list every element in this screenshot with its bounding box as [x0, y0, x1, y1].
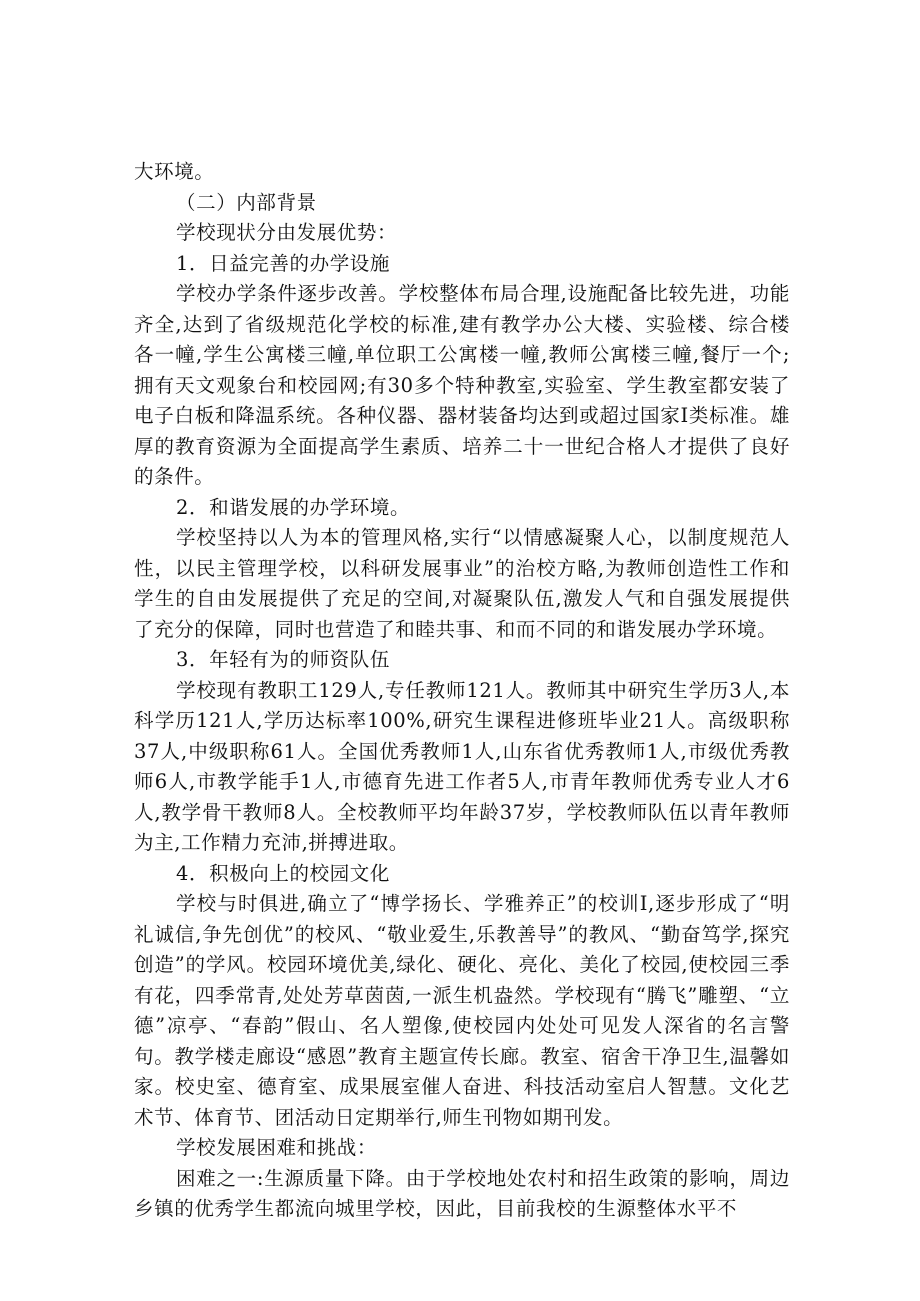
- paragraph-environment: 学校坚持以人为本的管理风格,实行“以情感凝聚人心，以制度规范人性，以民主管理学校，以科研发展事业”的治校方略,为教师创造性工作和学生的自由发展提供了充足的空间,对凝聚队伍,激发人气和自强发展提供了充分的保障，同时也营造了和睦共事、和而不同的和谐发展办学环境。: [134, 526, 790, 641]
- item-heading-teachers: 3．年轻有为的师资队伍: [176, 648, 391, 671]
- paragraph-culture: 学校与时俱进,确立了“博学扬长、学雅养正”的校训I,逐步形成了“明礼诚信,争先创优”的校风、“敬业爱生,乐教善导”的教风、“勤奋笃学,探究创造”的学风。校园环境优美,绿化、硬化、亮化、美化了校园,使校园三季有花，四季常青,处处芳草茵茵,一派生机盎然。学校现有“腾飞”雕塑、“立德”凉亭、“春韵”假山、名人塑像,使校园内处处可见发人深省的名言警句。教学楼走廊设“感恩”教育主题宣传长廊。教室、宿舍干净卫生,温馨如家。校史室、德育室、成果展室催人奋进、科技活动室启人智慧。文化艺术节、体育节、团活动日定期举行,师生刊物如期刊发。: [134, 892, 790, 1129]
- section-heading-internal-background: （二）内部背景: [176, 190, 317, 214]
- item-heading-facilities: 1．日益完善的办学设施: [176, 251, 391, 275]
- document-page: [134, 157, 790, 1225]
- paragraph-facilities: 学校办学条件逐步改善。学校整体布局合理,设施配备比较先进，功能齐全,达到了省级规范化学校的标准,建有教学办公大楼、实验楼、综合楼各一幢,学生公寓楼三幢,单位职工公寓楼一幢,教师公寓楼三幢,餐厅一个;拥有天文观象台和校园网;有30多个特种教室,实验室、学生教室都安装了电子白板和降温系统。各种仪器、器材装备均达到或超过国家I类标准。雄厚的教育资源为全面提高学生素质、培养二十一世纪合格人才提供了良好的条件。: [134, 282, 790, 488]
- subheading-advantages: 学校现状分由发展优势：: [176, 221, 398, 244]
- item-heading-environment: 2．和谐发展的办学环境。: [176, 495, 411, 519]
- paragraph-challenge-one: 困难之一:生源质量下降。由于学校地处农村和招生政策的影响，周边乡镇的优秀学生都流向城里学校，因此，目前我校的生源整体水平不: [134, 1166, 790, 1220]
- item-heading-culture: 4．积极向上的校园文化: [176, 861, 391, 885]
- paragraph-teachers: 学校现有教职工129人,专任教师121人。教师其中研究生学历3人,本科学历121人,学历达标率100%,研究生课程进修班毕业21人。高级职称37人,中级职称61人。全国优秀教师1人,山东省优秀教师1人,市级优秀教师6人,市教学能手1人,市德育先进工作者5人,市青年教师优秀专业人才6人,教学骨干教师8人。全校教师平均年龄37岁，学校教师队伍以青年教师为主,工作精力充沛,拼搏进取。: [134, 678, 790, 854]
- paragraph-continuation: 大环境。: [134, 160, 215, 183]
- subheading-challenges: 学校发展困难和挑战：: [176, 1136, 378, 1159]
